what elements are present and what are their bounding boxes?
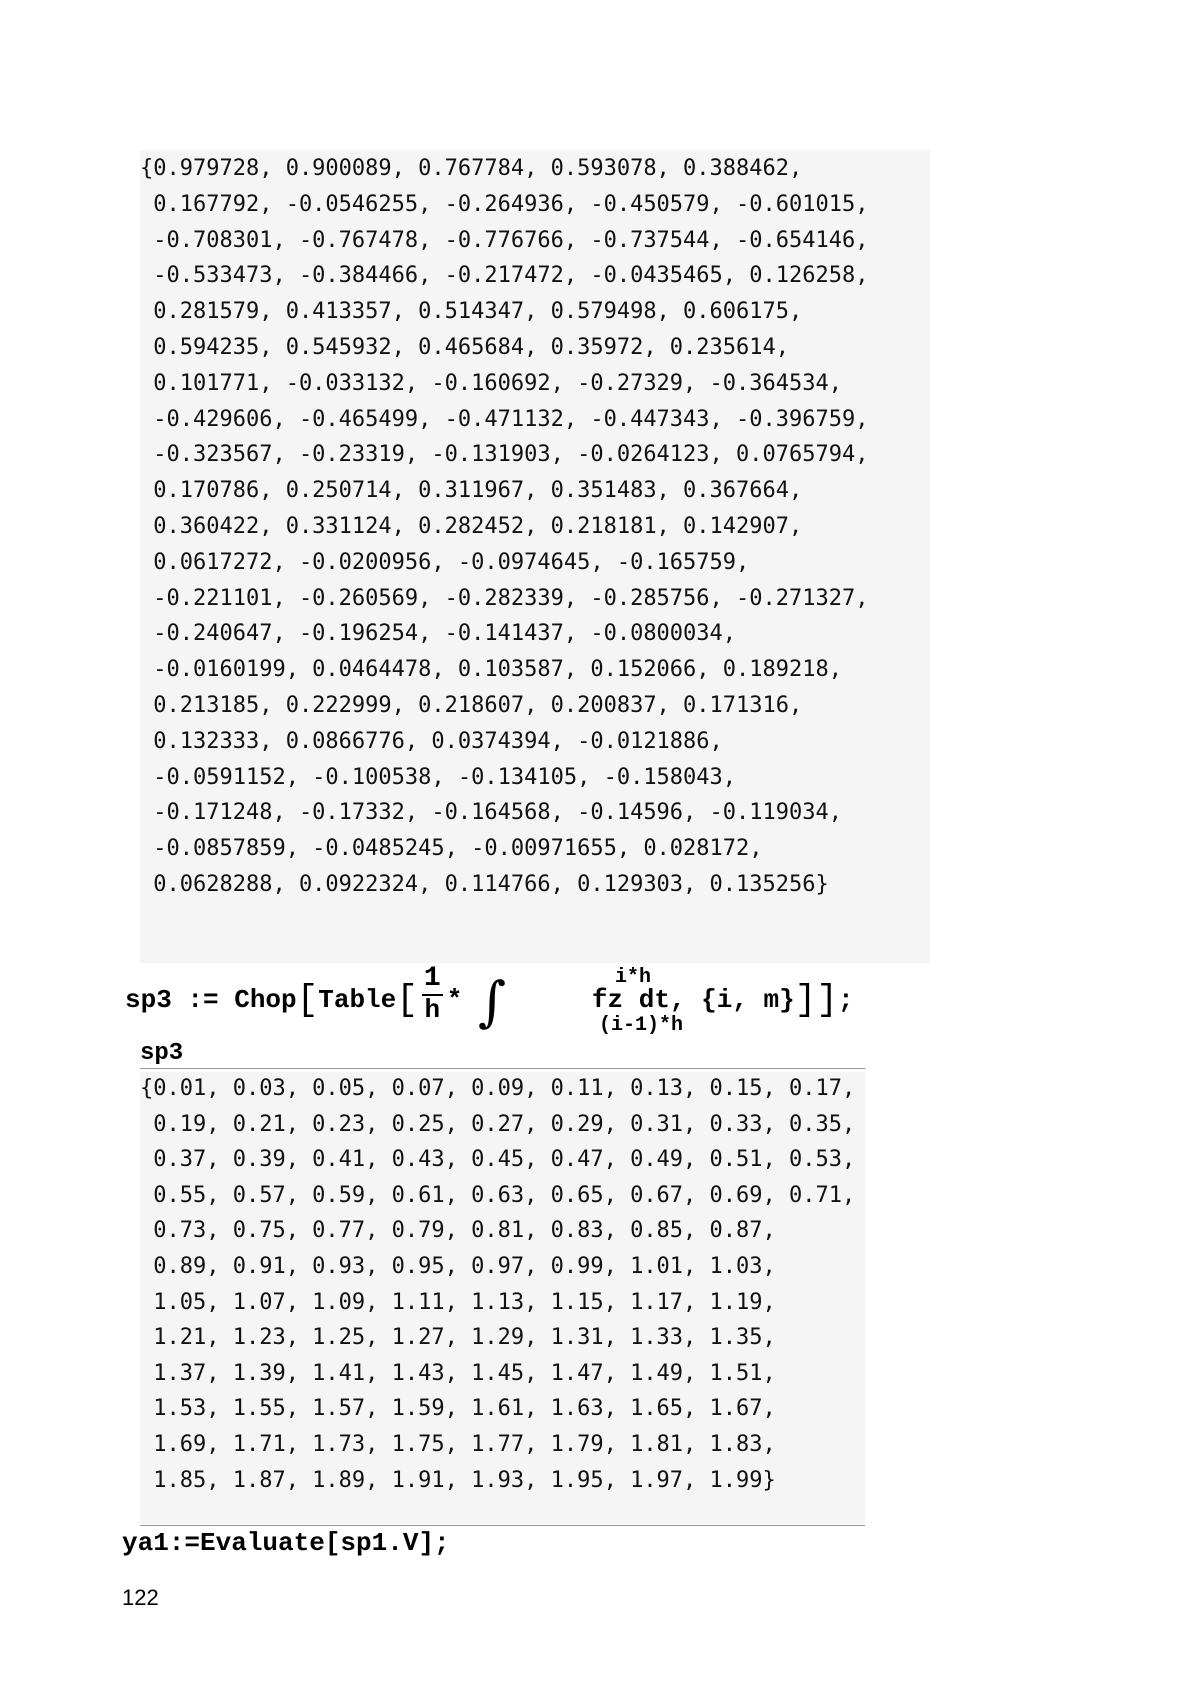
- output-line: -0.0591152, -0.100538, -0.134105, -0.158043,: [140, 764, 737, 790]
- bracket-close: ]]: [794, 979, 838, 1021]
- page-number: 122: [122, 1585, 159, 1610]
- output-cell-1: [140, 150, 930, 963]
- integral-lower-limit: (i-1)*h: [599, 1014, 684, 1037]
- output-line: 0.170786, 0.250714, 0.311967, 0.351483, 0.367664,: [140, 478, 803, 504]
- output-line: 0.0617272, -0.0200956, -0.0974645, -0.165759,: [140, 549, 750, 575]
- fraction-numerator: 1: [423, 963, 441, 994]
- sp3-prefix: sp3 := Chop: [125, 984, 297, 1015]
- bracket-open-inner: [: [396, 979, 418, 1021]
- sp3-evaluation-label[interactable]: sp3: [140, 1040, 184, 1067]
- fraction-denominator: h: [424, 995, 441, 1025]
- output-line: 0.89, 0.91, 0.93, 0.95, 0.97, 0.99, 1.01, 1.03,: [140, 1254, 776, 1279]
- output-line: -0.323567, -0.23319, -0.131903, -0.0264123, 0.0765794,: [140, 442, 869, 468]
- ya1-input-cell[interactable]: ya1:=Evaluate[sp1.V];: [122, 1528, 450, 1558]
- integral-upper-limit: i*h: [615, 966, 652, 989]
- output-line: 0.281579, 0.413357, 0.514347, 0.579498, 0.606175,: [140, 299, 803, 325]
- output-line: -0.0857859, -0.0485245, -0.00971655, 0.028172,: [140, 836, 763, 862]
- output-line: -0.240647, -0.196254, -0.141437, -0.0800034,: [140, 621, 737, 647]
- bracket-open: [: [296, 979, 319, 1021]
- command-terminator: ;: [837, 984, 854, 1015]
- output-line: 0.213185, 0.222999, 0.218607, 0.200837, 0.171316,: [140, 693, 803, 718]
- output-line: {0.01, 0.03, 0.05, 0.07, 0.09, 0.11, 0.13, 0.15, 0.17,: [140, 1076, 856, 1101]
- output-line: -0.0160199, 0.0464478, 0.103587, 0.152066, 0.189218,: [140, 657, 842, 683]
- output-line: -0.429606, -0.465499, -0.471132, -0.447343, -0.396759,: [140, 406, 869, 432]
- output-line: 0.73, 0.75, 0.77, 0.79, 0.81, 0.83, 0.85, 0.87,: [140, 1218, 776, 1244]
- times-operator: *: [446, 984, 463, 1015]
- output-line: 0.37, 0.39, 0.41, 0.43, 0.45, 0.47, 0.49, 0.51, 0.53,: [140, 1147, 856, 1173]
- integral-sign: ∫: [477, 970, 507, 1033]
- output-line: 0.594235, 0.545932, 0.465684, 0.35972, 0.235614,: [140, 335, 790, 360]
- output-line: -0.171248, -0.17332, -0.164568, -0.14596, -0.119034,: [140, 800, 842, 826]
- output-line: 1.53, 1.55, 1.57, 1.59, 1.61, 1.63, 1.65, 1.67,: [140, 1396, 776, 1422]
- fraction: [422, 964, 443, 1024]
- output-line: 1.85, 1.87, 1.89, 1.91, 1.93, 1.95, 1.97, 1.99}: [140, 1467, 776, 1493]
- output-line: 1.37, 1.39, 1.41, 1.43, 1.45, 1.47, 1.49, 1.51,: [140, 1360, 776, 1386]
- output-line: -0.533473, -0.384466, -0.217472, -0.0435465, 0.126258,: [140, 263, 869, 289]
- cell-divider-bottom: [140, 1525, 865, 1526]
- integrand: fz: [591, 984, 624, 1015]
- output-line: 0.101771, -0.033132, -0.160692, -0.27329, -0.364534,: [140, 370, 842, 396]
- table-function: Table: [318, 984, 397, 1015]
- output-line: 1.69, 1.71, 1.73, 1.75, 1.77, 1.79, 1.81, 1.83,: [140, 1432, 776, 1457]
- output-line: -0.708301, -0.767478, -0.776766, -0.737544, -0.654146,: [140, 227, 869, 253]
- sp3-input-cell[interactable]: [125, 963, 854, 1042]
- output-line: 0.360422, 0.331124, 0.282452, 0.218181, 0.142907,: [140, 514, 803, 539]
- output-cell-2: [140, 1072, 865, 1524]
- output-line: 0.132333, 0.0866776, 0.0374394, -0.0121886,: [140, 728, 723, 754]
- output-line: -0.221101, -0.260569, -0.282339, -0.285756, -0.271327,: [140, 585, 869, 611]
- output-line: 0.55, 0.57, 0.59, 0.61, 0.63, 0.65, 0.67, 0.69, 0.71,: [140, 1182, 856, 1208]
- differential-and-iterator: dt, {i, m}: [638, 984, 795, 1015]
- output-line: 0.19, 0.21, 0.23, 0.25, 0.27, 0.29, 0.31, 0.33, 0.35,: [140, 1111, 856, 1137]
- output-line: {0.979728, 0.900089, 0.767784, 0.593078, 0.388462,: [140, 156, 803, 181]
- cell-divider-top: [140, 1068, 865, 1069]
- output-line: 0.167792, -0.0546255, -0.264936, -0.450579, -0.601015,: [140, 191, 869, 217]
- output-line: 1.05, 1.07, 1.09, 1.11, 1.13, 1.15, 1.17, 1.19,: [140, 1289, 776, 1315]
- output-line: 0.0628288, 0.0922324, 0.114766, 0.129303, 0.135256}: [140, 872, 829, 897]
- output-line: 1.21, 1.23, 1.25, 1.27, 1.29, 1.31, 1.33, 1.35,: [140, 1325, 776, 1351]
